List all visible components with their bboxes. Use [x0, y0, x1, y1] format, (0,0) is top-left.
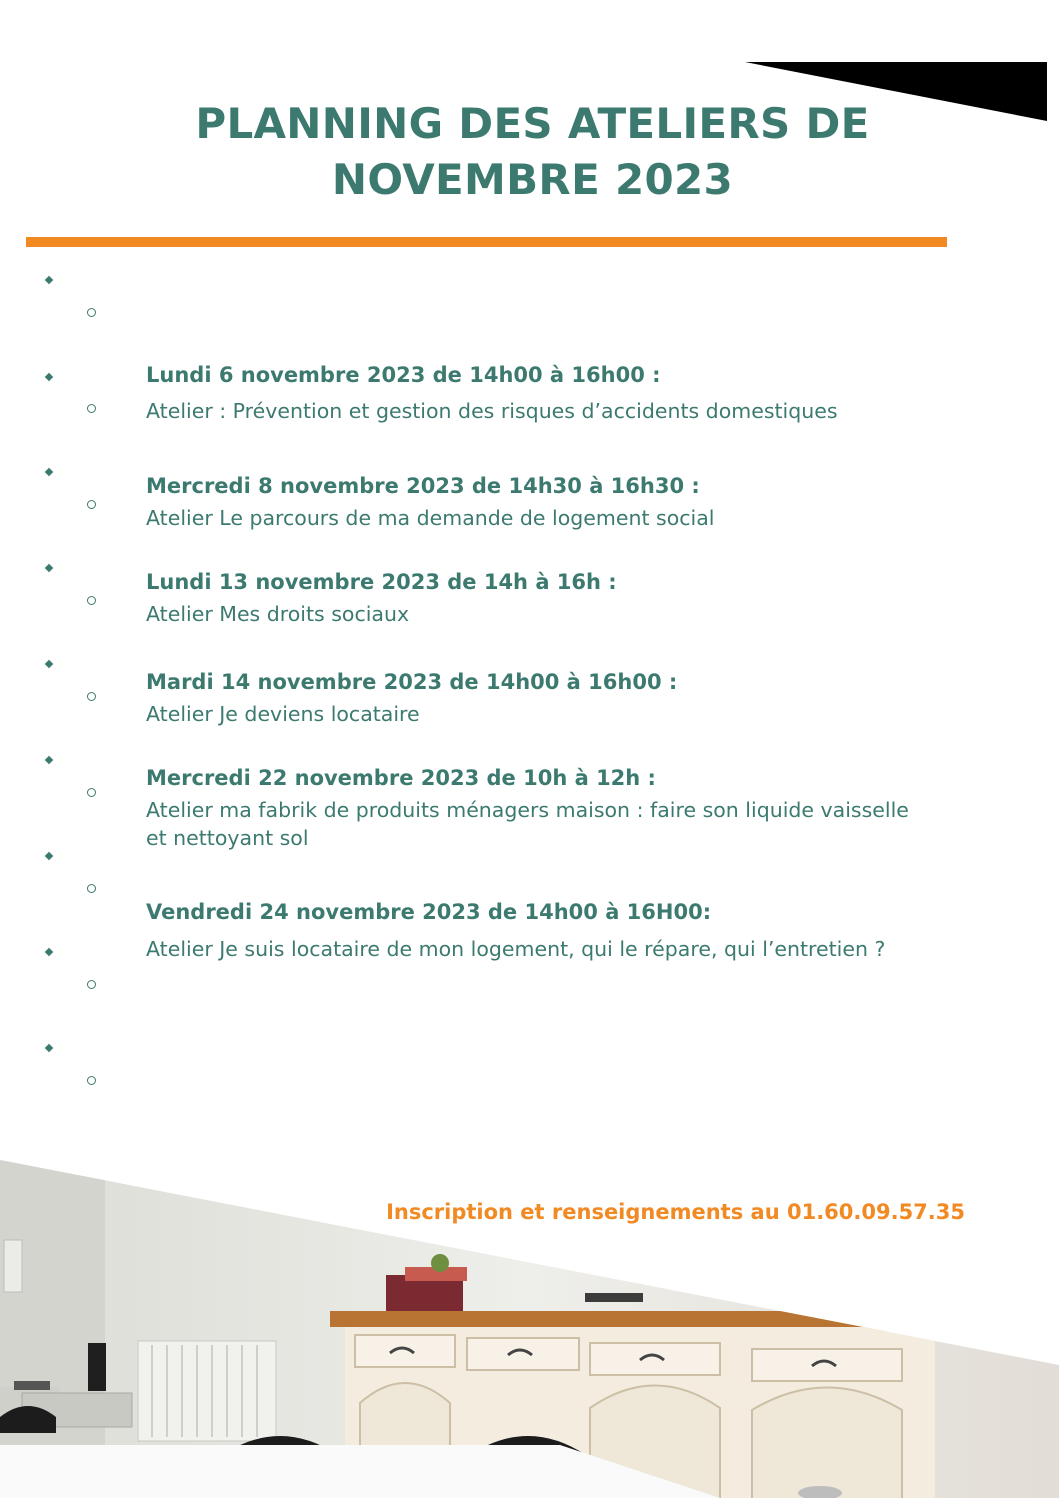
contact-info: Inscription et renseignements au 01.60.09.57.35: [386, 1200, 965, 1224]
bullet-circle-icon: [87, 1076, 96, 1085]
bullet-disc-icon: [45, 373, 53, 381]
bullet-disc-icon: [45, 468, 53, 476]
bullet-disc-icon: [45, 756, 53, 764]
title-underline: [26, 237, 947, 247]
workshop-description: Atelier Je deviens locataire: [146, 702, 420, 726]
workshop-date: Mercredi 8 novembre 2023 de 14h30 à 16h30 :: [146, 474, 700, 498]
bullet-circle-icon: [87, 692, 96, 701]
bullet-circle-icon: [87, 596, 96, 605]
workshop-date: Lundi 6 novembre 2023 de 14h00 à 16h00 :: [146, 363, 661, 387]
workshop-description: Atelier : Prévention et gestion des risques d’accidents domestiques: [146, 399, 838, 423]
page-title-line-2: NOVEMBRE 2023: [331, 155, 734, 204]
workshop-description: Atelier Mes droits sociaux: [146, 602, 410, 626]
bullet-disc-icon: [45, 660, 53, 668]
bullet-circle-icon: [87, 500, 96, 509]
bullet-disc-icon: [45, 1044, 53, 1052]
bullet-disc-icon: [45, 276, 53, 284]
workshop-date: Lundi 13 novembre 2023 de 14h à 16h :: [146, 570, 617, 594]
workshop-description: Atelier Je suis locataire de mon logement, qui le répare, qui l’entretien ?: [146, 937, 886, 961]
workshop-date: Mercredi 22 novembre 2023 de 10h à 12h :: [146, 766, 656, 790]
page-title-line-1: PLANNING DES ATELIERS DE: [195, 99, 870, 148]
workshop-date: Mardi 14 novembre 2023 de 14h00 à 16h00 :: [146, 670, 678, 694]
workshop-description: Atelier ma fabrik de produits ménagers maison : faire son liquide vaisselle et nettoyant sol: [146, 798, 909, 850]
bullet-circle-icon: [87, 788, 96, 797]
bullet-circle-icon: [87, 404, 96, 413]
bullet-circle-icon: [87, 308, 96, 317]
bullet-disc-icon: [45, 852, 53, 860]
bullet-circle-icon: [87, 884, 96, 893]
workshop-date: Vendredi 24 novembre 2023 de 14h00 à 16H00:: [146, 900, 712, 924]
workshop-description: Atelier Le parcours de ma demande de logement social: [146, 506, 715, 530]
page-title: [60, 96, 1005, 208]
bullet-disc-icon: [45, 564, 53, 572]
bullet-circle-icon: [87, 980, 96, 989]
bullet-disc-icon: [45, 948, 53, 956]
